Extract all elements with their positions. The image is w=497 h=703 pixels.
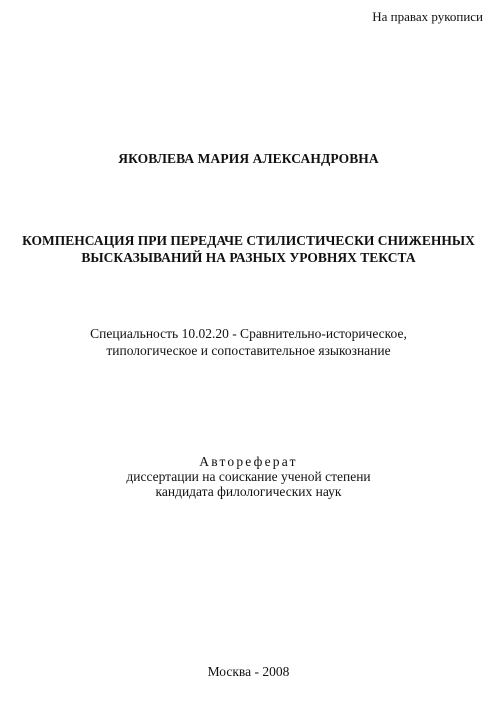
specialty-line-2: типологическое и сопоставительное языкознание xyxy=(106,343,391,358)
title-line-2: ВЫСКАЗЫВАНИЙ НА РАЗНЫХ УРОВНЯХ ТЕКСТА xyxy=(81,250,416,265)
rights-note: На правах рукописи xyxy=(372,9,483,24)
dissertation-title xyxy=(0,232,497,266)
city-year: Москва - 2008 xyxy=(207,664,290,679)
title-line-1: КОМПЕНСАЦИЯ ПРИ ПЕРЕДАЧЕ СТИЛИСТИЧЕСКИ СНИЖЕННЫХ xyxy=(22,233,475,248)
specialty xyxy=(0,325,497,359)
document-type xyxy=(0,454,497,499)
author-name: ЯКОВЛЕВА МАРИЯ АЛЕКСАНДРОВНА xyxy=(118,151,379,166)
document-type-label: Автореферат xyxy=(199,454,298,469)
document-type-line-2: диссертации на соискание ученой степени xyxy=(126,469,371,484)
specialty-line-1: Специальность 10.02.20 - Сравнительно-историческое, xyxy=(90,326,407,341)
document-type-line-3: кандидата филологических наук xyxy=(155,484,342,499)
